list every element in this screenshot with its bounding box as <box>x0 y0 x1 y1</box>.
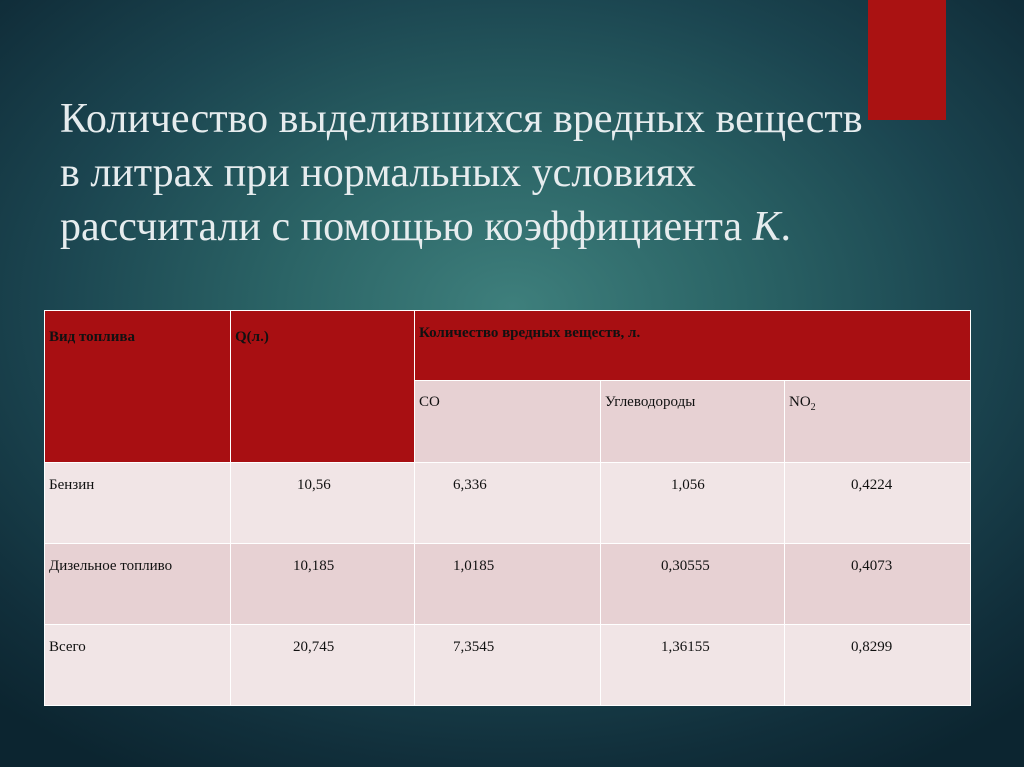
cell-co <box>415 544 601 625</box>
title-line-2: в литрах при нормальных условиях <box>60 150 696 196</box>
header-q <box>231 311 415 463</box>
table-row <box>45 544 971 625</box>
cell-q <box>231 544 415 625</box>
cell-hc <box>601 544 785 625</box>
fuel-name: Бензин <box>49 477 95 493</box>
co-value: 7,3545 <box>453 639 495 655</box>
no2-value: 0,4224 <box>851 477 893 493</box>
no2-subscript: 2 <box>810 402 816 413</box>
header-hydrocarbons <box>601 381 785 463</box>
title-line-3 <box>60 200 940 254</box>
table-row <box>45 625 971 706</box>
header-co-label: CO <box>419 394 440 410</box>
q-value: 10,56 <box>297 477 331 493</box>
no2-value: 0,4073 <box>851 558 893 574</box>
hc-value: 1,056 <box>671 477 705 493</box>
fuel-name: Всего <box>49 639 86 655</box>
cell-co <box>415 625 601 706</box>
hc-value: 0,30555 <box>661 558 710 574</box>
no2-base: NO <box>789 394 811 410</box>
header-no2-label <box>785 381 970 413</box>
cell-q <box>231 625 415 706</box>
title-line-3-text: рассчитали с помощью коэффициента <box>60 204 753 250</box>
fuel-name: Дизельное топливо <box>49 558 173 574</box>
q-value: 10,185 <box>293 558 335 574</box>
hc-value: 1,36155 <box>661 639 710 655</box>
coefficient-k: К <box>752 204 781 250</box>
cell-q <box>231 463 415 544</box>
q-value: 20,745 <box>293 639 335 655</box>
header-co <box>415 381 601 463</box>
header-row-1 <box>45 311 971 381</box>
cell-fuel <box>45 544 231 625</box>
cell-fuel <box>45 625 231 706</box>
header-harmful-substances <box>415 311 971 381</box>
cell-fuel <box>45 463 231 544</box>
header-hydrocarbons-label: Углеводороды <box>605 394 696 410</box>
header-q-label: Q(л.) <box>235 329 269 345</box>
cell-no2 <box>785 625 971 706</box>
co-value: 1,0185 <box>453 558 495 574</box>
header-harmful-label: Количество вредных веществ, л. <box>419 325 641 341</box>
cell-no2 <box>785 463 971 544</box>
co-value: 6,336 <box>453 477 487 493</box>
slide-title <box>60 92 940 254</box>
title-period: . <box>780 204 791 250</box>
title-line-1: Количество выделившихся вредных веществ <box>60 96 863 142</box>
table-row <box>45 463 971 544</box>
cell-no2 <box>785 544 971 625</box>
header-fuel-type-label: Вид топлива <box>49 329 135 345</box>
emissions-table <box>44 310 971 706</box>
cell-co <box>415 463 601 544</box>
header-fuel-type <box>45 311 231 463</box>
cell-hc <box>601 625 785 706</box>
no2-value: 0,8299 <box>851 639 893 655</box>
header-no2 <box>785 381 971 463</box>
cell-hc <box>601 463 785 544</box>
